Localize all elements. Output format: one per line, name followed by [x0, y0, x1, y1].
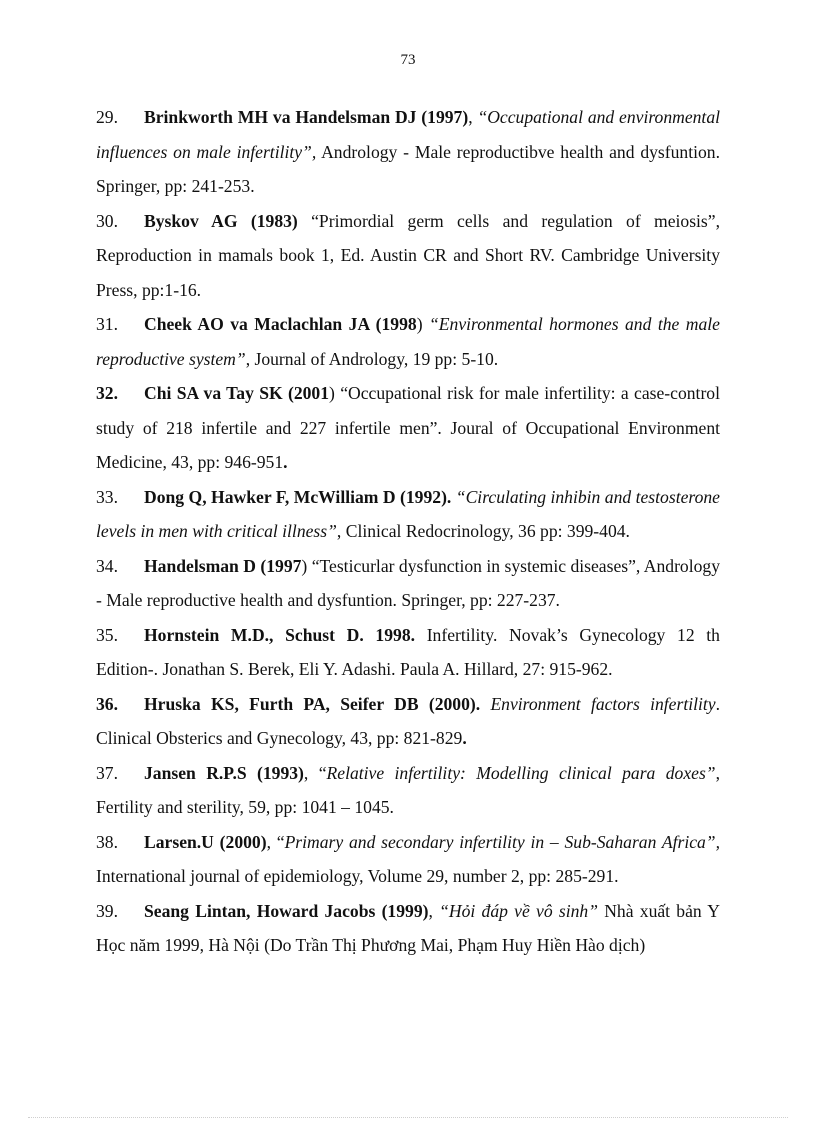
reference-source: Nhà xuất bản Y Học năm 1999, Hà Nội (Do Trần Thị Phương Mai, Phạm Huy Hiền Hào dịch) [96, 900, 720, 955]
reference-separator: ) [416, 314, 430, 334]
reference-number: 36. [96, 693, 118, 714]
reference-authors: Larsen.U (2000) [144, 831, 267, 852]
reference-authors: Chi SA va Tay SK (2001 [144, 383, 330, 403]
reference-title: “Primordial germ cells and regulation of meiosis”, [311, 210, 720, 231]
reference-authors: Jansen R.P.S (1993) [144, 762, 304, 783]
page-number: 73 [400, 52, 416, 68]
reference-authors: Seang Lintan, Howard Jacobs (1999) [144, 900, 429, 921]
reference-authors: Handelsman D (1997 [144, 555, 302, 576]
reference-separator: , [428, 900, 440, 921]
reference-source: , Fertility and sterility, 59, pp: 1041 – 1045. [96, 762, 720, 817]
reference-title: “Environmental hormones and the male reproductive system” [96, 314, 720, 369]
reference-authors: Hornstein M.D., Schust D. 1998. [144, 624, 416, 645]
reference-item [96, 894, 720, 963]
reference-source: , Clinical Redocrinology, 36 pp: 399-404. [336, 521, 630, 541]
reference-separator: , “ [266, 831, 285, 852]
reference-list [96, 100, 720, 963]
reference-item [96, 687, 720, 756]
reference-title: “Hỏi đáp về vô sinh” [439, 900, 598, 921]
reference-source: Andrology - Male reproductive health and dysfuntion. Springer, pp: 227-237. [96, 555, 721, 610]
reference-item [96, 549, 720, 618]
reference-source: Joural of Occupational Environment Medicine, 43, pp: 946-951 [96, 417, 721, 472]
reference-authors: Cheek AO va Maclachlan JA (1998 [144, 314, 417, 334]
reference-number: 34. [96, 555, 118, 576]
reference-separator [415, 625, 427, 645]
reference-separator [298, 211, 311, 231]
reference-number: 37. [96, 762, 118, 783]
reference-item [96, 618, 720, 687]
reference-number: 38. [96, 831, 118, 852]
page-bottom-divider [28, 1117, 788, 1118]
reference-source: Novak’s Gynecology 12 th Edition-. Jonathan S. Berek, Eli Y. Adashi. Paula A. Hillard, 27: 915-962. [96, 624, 720, 679]
reference-source: Reproduction in mamals book 1, Ed. Austin CR and Short RV. Cambridge University Press, pp:1-16. [96, 245, 720, 300]
reference-number: 33. [96, 486, 118, 507]
reference-item [96, 756, 720, 825]
reference-title: Infertility. [426, 624, 498, 645]
reference-title: Relative infertility: Modelling clinical para doxes” [326, 762, 716, 783]
reference-item [96, 825, 720, 894]
reference-item [96, 100, 720, 204]
reference-item [96, 480, 720, 549]
reference-title: “Circulating inhibin and testosterone levels in men with critical illness” [96, 486, 720, 541]
reference-authors: Byskov AG (1983) [144, 210, 298, 231]
reference-title: “Testicurlar dysfunction in systemic diseases”, [311, 555, 641, 576]
reference-separator: ) [301, 555, 312, 576]
reference-end-mark: . [283, 452, 288, 472]
reference-source: International journal of epidemiology, Volume 29, number 2, pp: 285-291. [96, 866, 619, 886]
reference-item [96, 307, 720, 376]
reference-source: . Clinical Obsterics and Gynecology, 43, pp: 821-829 [96, 693, 720, 748]
reference-title: Primary and secondary infertility in – Sub-Saharan Africa”, [284, 831, 720, 852]
reference-number: 39. [96, 900, 118, 921]
reference-title: Environment factors infertility [490, 693, 716, 714]
reference-source: Andrology - Male reproductibve health and dysfuntion. Springer, pp: 241-253. [96, 141, 720, 196]
reference-separator [480, 694, 490, 714]
reference-separator: , [468, 107, 478, 127]
reference-authors: Dong Q, Hawker F, McWilliam D (1992). [144, 486, 452, 507]
reference-number: 30. [96, 210, 118, 231]
reference-separator: ) [329, 383, 341, 403]
reference-number: 29. [96, 107, 118, 127]
reference-item [96, 204, 720, 308]
reference-number: 35. [96, 624, 118, 645]
reference-item [96, 376, 720, 480]
reference-title: “Occupational risk for male infertility: a case-control study of 218 infertile and 227 infertile men”. [96, 383, 720, 438]
reference-authors: Brinkworth MH va Handelsman DJ (1997) [144, 107, 469, 127]
reference-number: 31. [96, 314, 118, 334]
reference-source: , Journal of Andrology, 19 pp: 5-10. [245, 348, 499, 369]
reference-number: 32. [96, 383, 118, 403]
reference-separator: , “ [303, 762, 327, 783]
reference-title: “Occupational and environmental influences on male infertility”, [96, 107, 721, 162]
reference-end-mark: . [462, 728, 467, 748]
reference-authors: Hruska KS, Furth PA, Seifer DB (2000). [144, 693, 481, 714]
